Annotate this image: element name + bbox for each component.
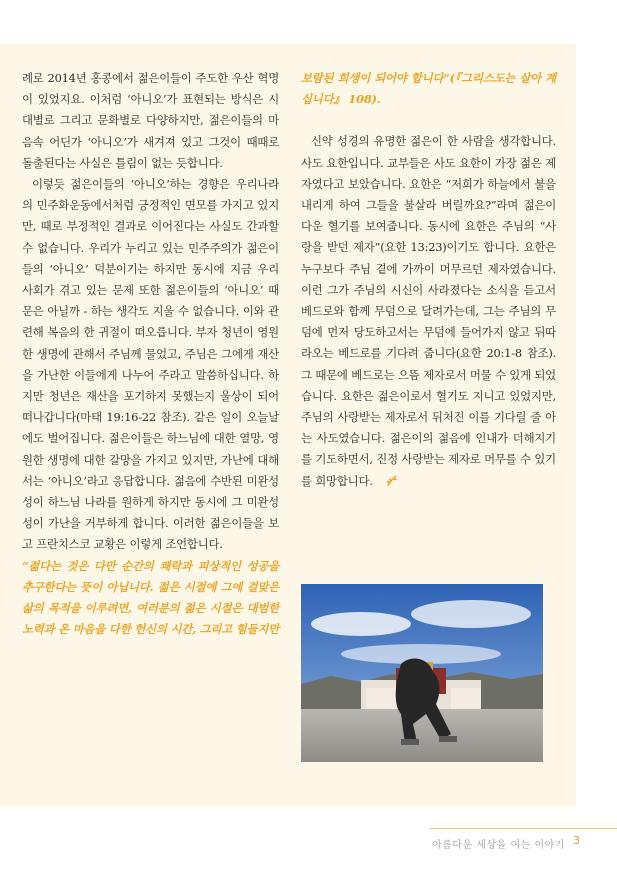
- left-column: [22, 68, 279, 640]
- right-column: [301, 68, 556, 492]
- paragraph-1: 례로 2014년 홍콩에서 젊은이들이 주도한 우산 혁명이 있었지요. 이처럼 ‘아니오’가 표현되는 방식은 시대별로 그리고 문화별로 다양하지만, 젊은이들의 마음속 어딘가 ‘아니오’가 새겨져 있고 그것이 때때로 돌출된다는 사실은 틀림이 없는 듯합니다.: [22, 71, 279, 170]
- pope-quote: “젊다는 것은 다만 순간의 쾌락과 피상적인 성공을 추구한다는 뜻이 아닙니다. 젊은 시절에 그에 걸맞은 삶의 목적을 이루려면, 여러분의 젊은 시절은 대범한 노력과 온 마음을 다한 헌신의 시간, 그리고 힘들지만: [22, 558, 279, 637]
- page-number: 3: [573, 834, 580, 847]
- footer-title: 아름다운 세상을 여는 이야기: [432, 840, 565, 851]
- photo-young-person-potala-palace: [301, 584, 543, 762]
- footer-divider: [430, 828, 617, 829]
- wheat-leaf-icon: [376, 473, 388, 485]
- paragraph-3: [301, 131, 556, 491]
- pope-quote-continued: 보람된 희생이 되어야 합니다”(『그리스도는 살아 계십니다』 108).: [301, 71, 556, 107]
- paragraph-2: 이렇듯 젊은이들의 ‘아니오’하는 경향은 우리나라의 민주화운동에서처럼 긍정적인 면모를 가지고 있지만, 때로 부정적인 결과로 이어진다는 사실도 간과할 수 없습니다. 우리가 누리고 있는 민주주의가 젊은이들의 ‘아니오’ 덕분이기는 하지만 동시에 지금 우리 사회가 겪고 있는 문제 또한 젊은이들의 ‘아니오’ 때문은 아닐까 - 하는 생각도 지울 수 없습니다. 이와 관련해 복음의 한 귀절이 떠오릅니다. 부자 청년이 영원한 생명에 관해서 주님께 물었고, 주님은 그에게 재산을 가난한 이들에게 나누어 주라고 말씀하십니다. 하지만 청년은 재산을 포기하지 못했는지 울상이 되어 떠나갑니다(마태 19:16-22 참조). 같은 일이 오늘날에도 벌어집니다. 젊은이들은 하느님에 대한 열망, 영원한 생명에 대한 갈망을 가지고 있지만, 가난에 대해서는 ‘아니오’라고 응답합니다. 젊음에 수반된 미완성성이 하느님 나라를 원하게 하지만 동시에 그 미완성성이 가난을 거부하게 합니다. 이러한 젊은이들을 보고 프란치스코 교황은 이렇게 조언합니다.: [22, 177, 279, 552]
- paragraph-3-text: 신약 성경의 유명한 젊은이 한 사람을 생각합니다. 사도 요한입니다. 교부들은 사도 요한이 가장 젊은 제자였다고 보았습니다. 요한은 “저희가 하늘에서 불을 내리게 하여 그들을 불살라 버릴까요?”라며 젊은이다운 혈기를 보여줍니다. 동시에 요한은 주님의 “사랑을 받던 제자”(요한 13:23)이기도 합니다. 요한은 누구보다 주님 곁에 가까이 머무르던 제자였습니다. 이런 그가 주님의 시신이 사라졌다는 소식을 듣고서 베드로와 함께 무덤으로 달려가는데, 그는 주님의 무덤에 먼저 당도하고서는 무덤에 들어가지 않고 뒤따라오는 베드로를 기다려 줍니다(요한 20:1-8 참조). 그 때문에 베드로는 으뜸 제자로서 머물 수 있게 되었습니다. 요한은 젊은이로서 혈기도 지니고 있었지만, 주님의 사랑받는 제자로서 뒤처진 이를 기다릴 줄 아는 사도였습니다. 젊은이의 젊음에 인내가 더해지기를 기도하면서, 진정 사랑받는 제자로 머무를 수 있기를 희망합니다.: [301, 134, 556, 488]
